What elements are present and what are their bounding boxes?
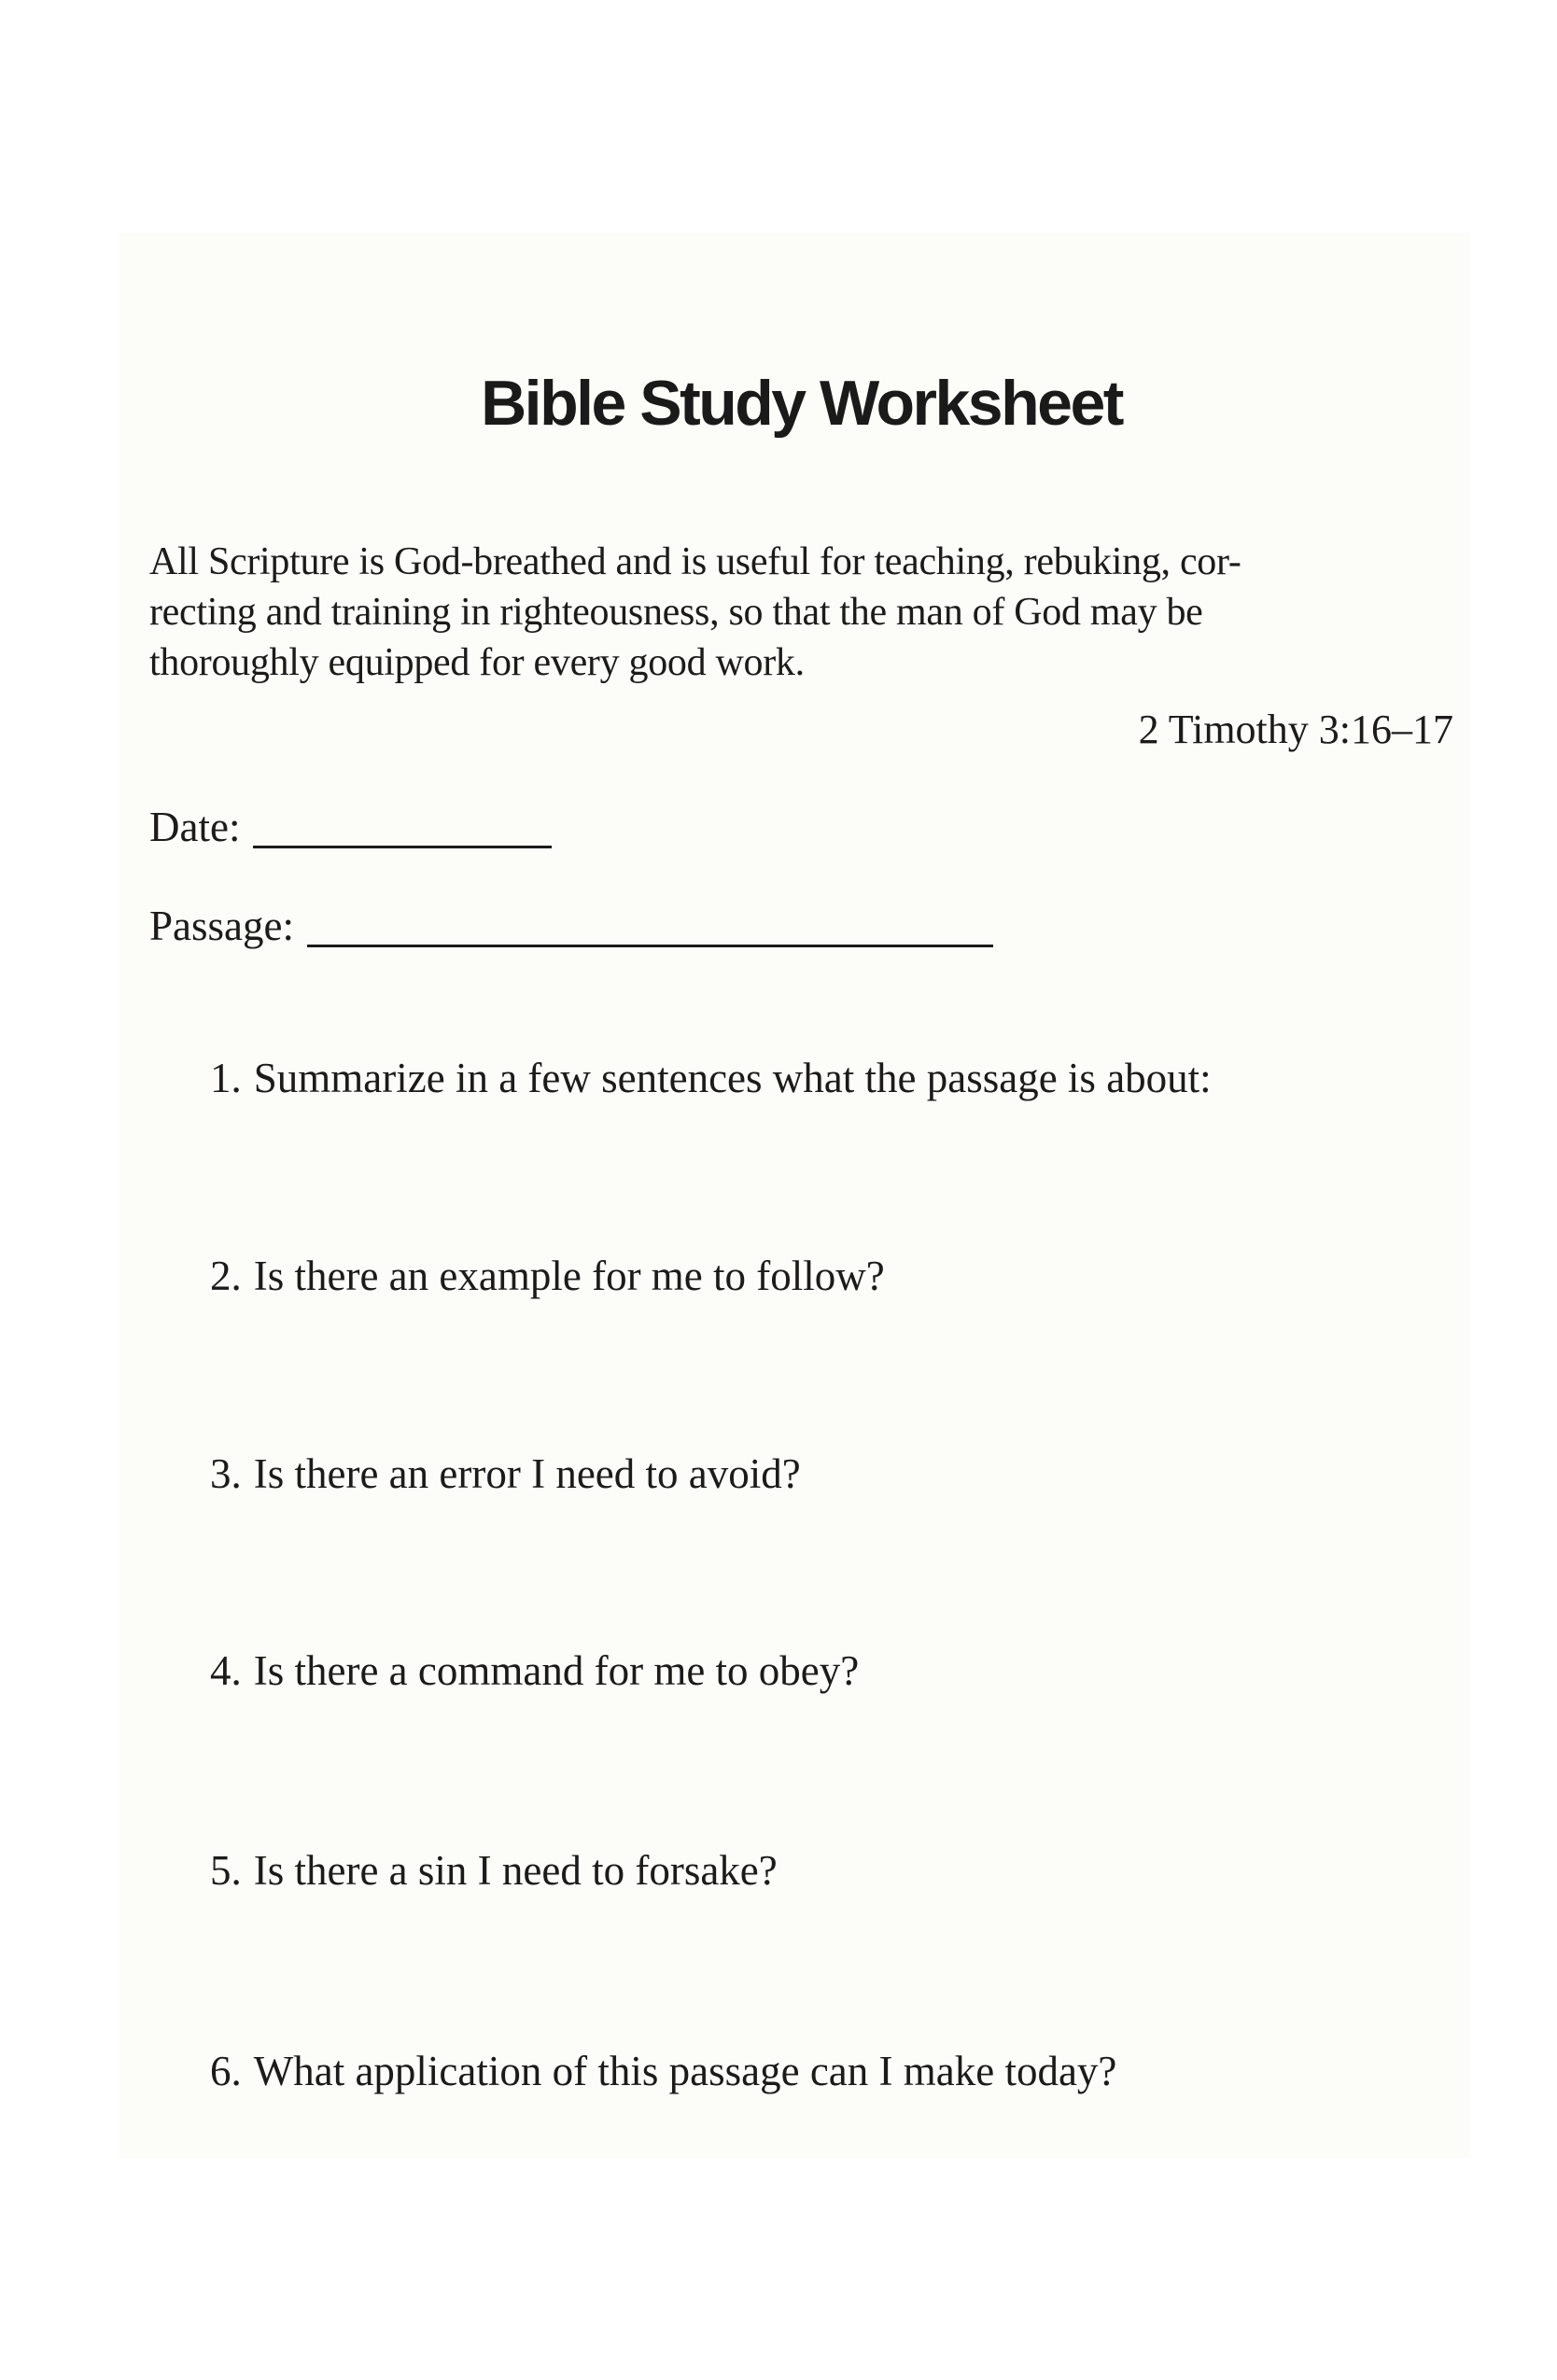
passage-blank-line [307,913,993,947]
date-label: Date: [149,804,241,850]
question-number: 3. [210,1450,242,1497]
page-title: Bible Study Worksheet [481,367,1122,439]
question-number: 1. [210,1055,242,1101]
question-item-5 [210,1849,1461,1892]
question-item-6 [210,2050,1461,2093]
question-item-2 [210,1254,1461,1297]
scripture-line: thoroughly equipped for every good work. [149,641,805,684]
question-item-3 [210,1452,1461,1495]
date-blank-line [253,814,552,848]
question-number: 2. [210,1253,242,1299]
scripture-reference: 2 Timothy 3:16–17 [1138,707,1453,752]
scripture-quote [149,537,1453,688]
question-number: 4. [210,1647,242,1694]
scripture-line: recting and training in righteousness, so that the man of God may be [149,591,1203,634]
question-text: Is there an example for me to follow? [253,1253,885,1299]
passage-field [149,905,993,947]
scripture-line: All Scripture is God-breathed and is useful for teaching, rebuking, cor- [149,540,1241,583]
question-item-1 [210,1057,1461,1099]
question-number: 6. [210,2048,242,2094]
passage-label: Passage: [149,903,294,949]
question-text: Is there a command for me to obey? [253,1647,860,1694]
question-text: Is there an error I need to avoid? [253,1450,801,1497]
question-item-4 [210,1649,1461,1692]
question-text: Is there a sin I need to forsake? [253,1847,778,1894]
question-text: What application of this passage can I make today? [253,2048,1117,2094]
question-text: Summarize in a few sentences what the passage is about: [253,1055,1212,1101]
question-number: 5. [210,1847,242,1894]
date-field [149,806,552,848]
